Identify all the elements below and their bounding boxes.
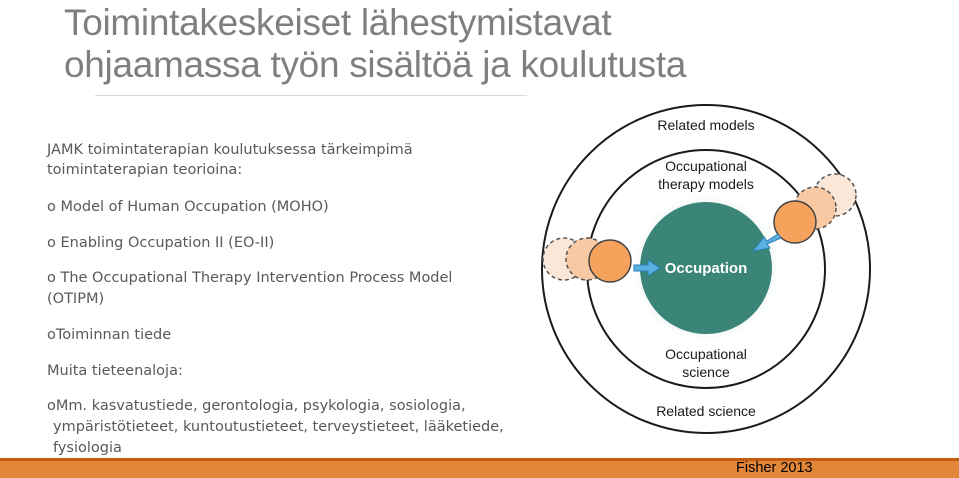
- other-fields-line-2: ympäristötieteet, kuntoutustieteet, terveystieteet, lääketiede,: [53, 419, 504, 435]
- citation-text: Fisher 2013: [736, 460, 813, 476]
- footer-bar: [0, 461, 959, 478]
- slide-title-line-1: Toimintakeskeiset lähestymistavat: [64, 2, 612, 43]
- label-ot-models-line-2: therapy models: [658, 176, 754, 192]
- list-item-label: Toiminnan tiede: [55, 327, 172, 343]
- label-related-science: Related science: [656, 403, 756, 419]
- label-occupation: Occupation: [664, 260, 748, 277]
- label-occupational-science-line-2: science: [682, 364, 730, 380]
- slide-title: [64, 2, 764, 86]
- label-occupational-science-line-1: Occupational: [665, 346, 747, 362]
- slide-title-line-2: ohjaamassa työn sisältöä ja koulutusta: [64, 44, 687, 85]
- other-fields-line-1: [47, 398, 466, 414]
- other-fields-heading: Muita tieteenaloja:: [47, 363, 183, 379]
- label-ot-models-line-1: Occupational: [665, 158, 747, 174]
- ball-left: [589, 240, 631, 282]
- intro-text-line-1: JAMK toimintaterapian koulutuksessa tärkeimpimä: [47, 142, 413, 158]
- intro-text-line-2: toimintaterapian teorioina:: [47, 162, 243, 178]
- other-fields-text: Mm. kasvatustiede, gerontologia, psykologia, sosiologia,: [55, 398, 466, 414]
- bullet-marker: o: [47, 270, 56, 286]
- bullet-marker: o: [47, 235, 56, 251]
- bullet-marker: o: [47, 327, 56, 343]
- list-item-eo-ii: [47, 235, 274, 251]
- other-fields-line-3: fysiologia: [53, 440, 122, 456]
- list-item-label: Enabling Occupation II (EO-II): [60, 235, 275, 251]
- list-item-moho: [47, 199, 329, 215]
- list-item-label: Model of Human Occupation (MOHO): [60, 199, 329, 215]
- occupation-models-diagram: [538, 98, 959, 443]
- list-item-otipm: [47, 270, 452, 286]
- bullet-marker: o: [47, 398, 56, 414]
- list-item-label: The Occupational Therapy Intervention Process Model: [60, 270, 453, 286]
- list-item-otipm-continuation: (OTIPM): [47, 291, 105, 307]
- title-divider: [95, 95, 527, 96]
- list-item-toiminnan-tiede: [47, 327, 171, 343]
- label-related-models: Related models: [657, 117, 755, 133]
- bullet-marker: o: [47, 199, 56, 215]
